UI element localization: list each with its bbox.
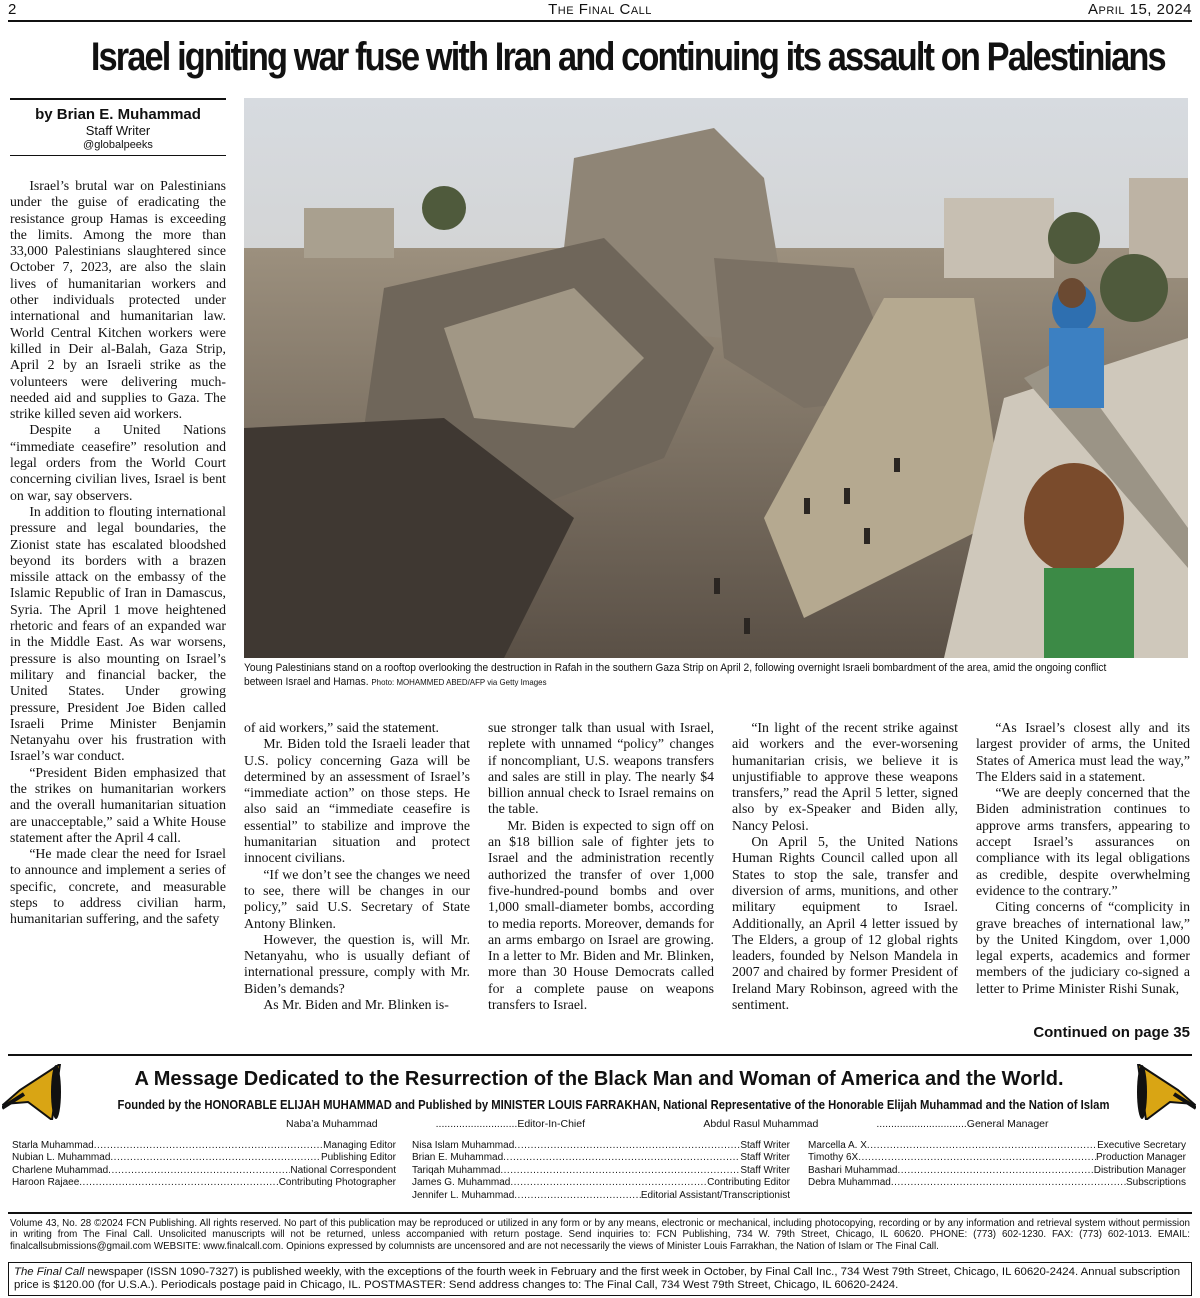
section-divider bbox=[8, 1054, 1192, 1056]
chief-entry: Abdul Rasul Muhammad ...............................General Manager bbox=[703, 1118, 1049, 1130]
staff-row: Nisa Islam Muhammad ..... Staff Writer bbox=[412, 1140, 790, 1152]
staff-list-c bbox=[808, 1140, 1186, 1190]
postal-text: newspaper (ISSN 1090-7327) is published weekly, with the exceptions of the fourth week in February and the first week in October, by Final Call Inc., 734 West 79th Street, Chicago, IL 60620-2424. Annual subscription price is $120.00 (for U.S.A.). Periodicals postage paid in Chicago, IL. POSTMASTER: Send address changes to: The Final Call, 734 West 79th Street, Chicago, IL 60620-2424. bbox=[14, 1266, 1181, 1292]
staff-list-b bbox=[412, 1140, 790, 1202]
paragraph: “In light of the recent strike against aid workers and the ever-worsening humanitarian crisis, we believe it is unjustifiable to approve these weapons transfers,” read the April 5 letter, signed also by ex-Speaker and Biden ally, Nancy Pelosi. bbox=[732, 720, 958, 833]
byline-author: by Brian E. Muhammad bbox=[35, 106, 201, 123]
staff-row: Haroon Rajaee ..... Contributing Photographer bbox=[12, 1177, 396, 1189]
paragraph: Citing concerns of “complicity in grave breaches of international law,” by the United Kingdom, over 1,000 legal experts, academics and former members of the judiciary co-signed a letter to Prime Minister Rishi Sunak, bbox=[976, 899, 1190, 996]
paragraph: “President Biden emphasized that the strikes on humanitarian workers and the overall humanitarian situation are unacceptable,” said a White House statement after the April 4 call. bbox=[10, 764, 226, 845]
paper-name: The Final Call bbox=[14, 1266, 85, 1278]
byline-role: Staff Writer bbox=[85, 123, 151, 138]
article-column-5 bbox=[976, 720, 1190, 1024]
staff-row: Timothy 6X ..... Production Manager bbox=[808, 1152, 1186, 1164]
postal-statement bbox=[8, 1262, 1192, 1296]
paragraph: “We are deeply concerned that the Biden administration continues to approve arms transfers, appearing to accept Israel’s assurances on compliance with its legal obligations as credible, despite overwhelming evidence to the contrary.” bbox=[976, 785, 1190, 898]
chief-editors bbox=[286, 1118, 1165, 1130]
trumpet-horn-icon bbox=[1136, 1064, 1196, 1120]
founder-line: Founded by the HONORABLE ELIJAH MUHAMMAD and Published by MINISTER LOUIS FARRAKHAN, National Representative of the Honorable Elijah Muhammad and the Nation of Islam bbox=[117, 1098, 1110, 1112]
staff-row: Brian E. Muhammad ..... Staff Writer bbox=[412, 1152, 790, 1164]
staff-row: Jennifer L. Muhammad ..... Editorial Assistant/Transcriptionist bbox=[412, 1190, 790, 1202]
paragraph: As Mr. Biden and Mr. Blinken is- bbox=[263, 997, 449, 1013]
photo-caption bbox=[244, 661, 1126, 689]
staff-row: Starla Muhammad ..... Managing Editor bbox=[12, 1140, 396, 1152]
article-headline: Israel igniting war fuse with Iran and continuing its assault on Palestinians bbox=[90, 35, 1165, 79]
issue-date: April 15, 2024 bbox=[1087, 1, 1192, 18]
staff-row: Debra Muhammad ..... Subscriptions bbox=[808, 1177, 1186, 1189]
folio-bar bbox=[8, 0, 1192, 22]
byline bbox=[10, 98, 226, 156]
article-column-3 bbox=[488, 720, 714, 1044]
continued-link[interactable]: Continued on page 35 bbox=[1033, 1024, 1190, 1041]
paragraph: of aid workers,” said the statement. bbox=[244, 720, 440, 735]
paragraph: “If we don’t see the changes we need to see, there will be changes in our policy,” said U.S. Secretary of State Antony Blinken. bbox=[244, 866, 470, 931]
article-column-2 bbox=[244, 720, 470, 1044]
staff-row: Charlene Muhammad ..... National Correspondent bbox=[12, 1165, 396, 1177]
paragraph: Mr. Biden is expected to sign off on an $18 billion sale of fighter jets to Israel and the administration recently authorized the transfer of over 1,000 five-hundred-pound bombs and over 1,000 small-diameter bombs, according to media reports. Moreover, demands for an arms embargo on Israel are growing. In a letter to Mr. Biden and Mr. Blinken, more than 30 House Democrats called for a complete pause on weapons transfers to Israel. bbox=[488, 817, 714, 1013]
paragraph: “He made clear the need for Israel to announce and implement a series of specific, concrete, and measurable steps to address civilian harm, humanitarian suffering, and the safety bbox=[10, 846, 226, 927]
paragraph: On April 5, the United Nations Human Rights Council called upon all States to stop the sale, transfer and diversion of arms, munitions, and other military equipment to Israel. Additionally, an April 4 letter issued by The Elders, a group of 12 global rights leaders, founded by Nelson Mandela in 2007 and chaired by former President of Ireland Mary Robinson, agreed with the sentiment. bbox=[732, 834, 958, 1013]
staff-row: James G. Muhammad ..... Contributing Editor bbox=[412, 1177, 790, 1189]
rubble-scene-illustration bbox=[244, 98, 1188, 658]
photo-credit: Photo: MOHAMMED ABED/AFP via Getty Images bbox=[371, 677, 547, 687]
paragraph: “As Israel’s closest ally and its largest provider of arms, the United States of America must lead the way,” The Elders said in a statement. bbox=[976, 720, 1190, 784]
article-photo bbox=[244, 98, 1188, 658]
staff-row: Tariqah Muhammad ..... Staff Writer bbox=[412, 1165, 790, 1177]
paragraph: Despite a United Nations “immediate ceasefire” resolution and legal orders from the World Court concerning civilian lives, Israel is bent on war, say observers. bbox=[10, 422, 226, 503]
staff-list-a bbox=[12, 1140, 396, 1190]
byline-handle: @globalpeeks bbox=[83, 139, 153, 151]
paragraph: Mr. Biden told the Israeli leader that U.S. policy concerning Gaza will be determined by an assessment of Israel’s “immediate action” on those steps. He also said an “immediate ceasefire is essential” to stabilize and improve the humanitarian situation and protect innocent civilians. bbox=[244, 736, 470, 866]
copyright-notice: Volume 43, No. 28 ©2024 FCN Publishing. All rights reserved. No part of this publication may be reproduced or utilized in any form or by any means, electronic or mechanical, including photocopying, recording or by any information and retrieval system without permission in writing from The Final Call. Unsolicited manuscripts will not be returned, unless accompanied with return postage. Send inquiries to: FCN Publishing, 734 W. 79th Street, Chicago, IL 60620. PHONE: (773) 602-1230. FAX: (773) 602-1013. EMAIL: finalcallsubmissions@gmail.com WEBSITE: www.finalcall.com. Opinions expressed by columnists are uncensored and are not necessarily the views of Minister Louis Farrakhan, the Nation of Islam or The Final Call. bbox=[10, 1218, 1190, 1252]
staff-row: Marcella A. X ..... Executive Secretary bbox=[808, 1140, 1186, 1152]
chief-entry: Naba’a Muhammad ............................Editor-In-Chief bbox=[286, 1118, 586, 1130]
dedication-slogan: A Message Dedicated to the Resurrection of the Black Man and Woman of America and the World. bbox=[134, 1068, 1064, 1090]
section-divider bbox=[8, 1212, 1192, 1214]
paragraph: In addition to flouting international pressure and legal boundaries, the Zionist state has escalated bloodshed beyond its borders with a brazen missile attack on the embassy of the Islamic Republic of Iran in Damascus, Syria. The April 1 move heightened rhetoric and fears of an expanded war in the Middle East. As war worsens, pressure is also mounting on Israel’s military and financial backer, the United States. Under growing pressure, President Joe Biden called Israeli Prime Minister Benjamin Netanyahu over his frustration with Israel’s war conduct. bbox=[10, 503, 226, 764]
paragraph: sue stronger talk than usual with Israel, replete with unnamed “policy” changes if noncompliant, U.S. weapons transfers and sales are still in play. The nearly $4 billion annual check to Israel remains on the table. bbox=[488, 720, 714, 817]
trumpet-horn-icon bbox=[2, 1064, 62, 1120]
article-column-4 bbox=[732, 720, 958, 1044]
staff-row: Bashari Muhammad ..... Distribution Manager bbox=[808, 1165, 1186, 1177]
caption-text: Young Palestinians stand on a rooftop overlooking the destruction in Rafah in the southern Gaza Strip on April 2, following overnight Israeli bombardment of the area, amid the ongoing conflict between Israel and Hamas. bbox=[244, 662, 1107, 688]
masthead-title: The Final Call bbox=[548, 1, 652, 18]
staff-row: Nubian L. Muhammad ..... Publishing Editor bbox=[12, 1152, 396, 1164]
paragraph: Israel’s brutal war on Palestinians under the guise of eradicating the resistance group Hamas is exceeding the limits. Among the more than 33,000 Palestinians slaughtered since October 7, 2023, are also the slain lives of humanitarian workers and other individuals protected under international and humanitarian law. World Central Kitchen workers were killed in Deir al-Balah, Gaza Strip, April 2 by an Israeli strike as the volunteers were delivering much-needed aid and supplies to Gaza. The strike killed seven aid workers. bbox=[10, 178, 226, 422]
page-number: 2 bbox=[8, 1, 17, 18]
article-column-1 bbox=[10, 178, 226, 1044]
paragraph: However, the question is, will Mr. Netanyahu, who is usually defiant of international pressure, comply with Mr. Biden’s demands? bbox=[244, 931, 470, 996]
